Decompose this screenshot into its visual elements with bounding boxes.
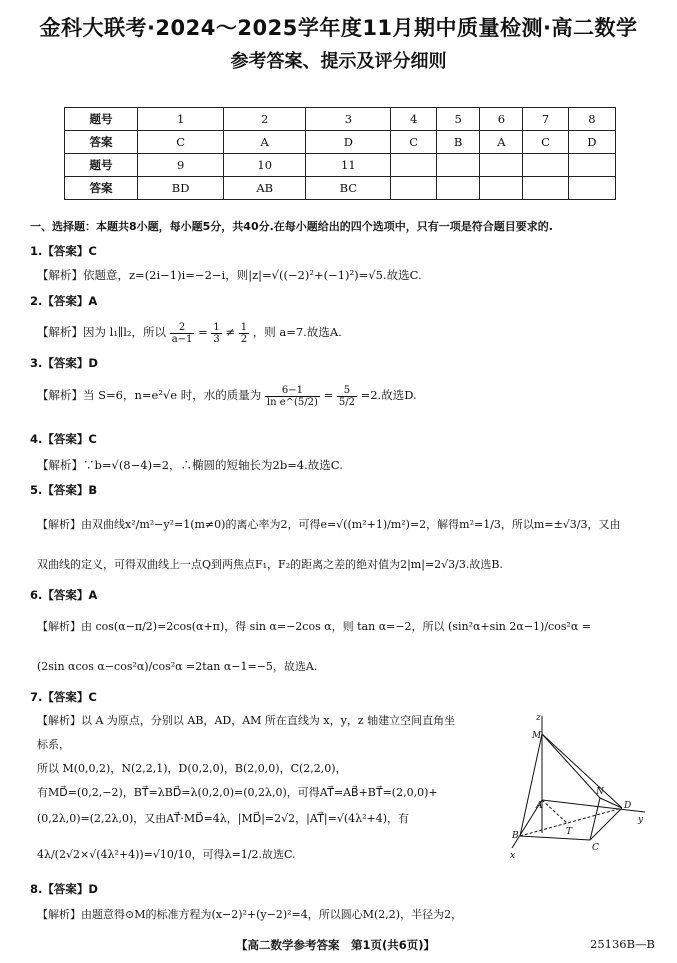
table-row [65, 108, 616, 131]
q3-explanation [37, 378, 417, 412]
q3-fraction-2: $\frac{5}{5/2}$ [338, 384, 355, 408]
coordinate-figure [500, 708, 650, 863]
edge-AT [542, 800, 568, 824]
table-cell [568, 154, 615, 177]
table-cell [523, 177, 568, 200]
table-cell: 2 [224, 108, 306, 131]
table-cell: D [306, 131, 391, 154]
q7-line-5: (0,2λ,0)=(2,2λ,0)，又由AT⃗·MD⃗=4λ，|MD⃗|=2√2，|AT⃗|=√(4λ²+4)，有 [37, 812, 410, 825]
table-cell [523, 154, 568, 177]
table-cell: C [138, 131, 224, 154]
table-cell [480, 177, 523, 200]
page-subtitle: 参考答案、提示及评分细则 [230, 51, 447, 72]
answer-table [64, 107, 616, 200]
page-title: 金科大联考·2024～2025学年度11月期中质量检测·高二数学 [39, 16, 638, 40]
table-cell: BD [138, 177, 224, 200]
q2-eq: = [198, 325, 208, 339]
table-cell: 4 [391, 108, 436, 131]
label-B: B [512, 831, 519, 841]
table-header-cell: 答案 [65, 131, 138, 154]
q2-text-a: 【解析】因为 l₁∥l₂，所以 [37, 325, 167, 339]
q7-line-4: 有MD⃗=(0,2,−2)，BT⃗=λBD⃗=λ(0,2,0)=(0,2λ,0)，可得AT⃗=AB⃗+BT⃗=(2,0,0)+ [37, 786, 438, 799]
table-row [65, 177, 616, 200]
q2-fraction-2: $\frac{1}{3}$ [213, 321, 220, 345]
q7-line-2: 标系， [37, 738, 70, 751]
q6-explanation-2: (2sin αcos α−cos²α)/cos²α =2tan α−1=−5，故选A. [37, 660, 318, 673]
table-cell: BC [306, 177, 391, 200]
table-header-cell: 答案 [65, 177, 138, 200]
q3-text-b: =2.故选D. [360, 388, 417, 402]
q3-answer: 3.【答案】D [30, 356, 98, 370]
q2-neq: ≠ [225, 325, 236, 339]
q2-fraction-3: $\frac{1}{2}$ [240, 321, 248, 345]
label-C: C [592, 843, 599, 853]
q3-eq: = [323, 388, 334, 402]
table-cell: 1 [138, 108, 224, 131]
table-cell [568, 177, 615, 200]
q7-answer: 7.【答案】C [30, 690, 97, 704]
label-N: N [596, 787, 604, 797]
label-T: T [566, 827, 573, 837]
edge-NC [590, 798, 600, 840]
q5-explanation-1: 【解析】由双曲线x²/m²−y²=1(m≠0)的离心率为2，可得e=√((m²+1)/m²)=2，解得m²=1/3，所以m=±√3/3，又由 [37, 518, 621, 531]
edge-MB [520, 734, 542, 836]
q2-fraction-1: $\frac{2}{a-1}$ [171, 321, 193, 345]
label-x: x [510, 851, 516, 861]
table-cell [436, 177, 480, 200]
table-cell: A [480, 131, 523, 154]
label-A: A [536, 801, 543, 811]
table-cell: 3 [306, 108, 391, 131]
edge-CD [590, 808, 622, 840]
q3-text-a: 【解析】当 S=6，n=e²√e 时，水的质量为 [37, 388, 262, 402]
label-y: y [638, 815, 644, 825]
q1-answer: 1.【答案】C [30, 244, 97, 258]
q8-answer: 8.【答案】D [30, 882, 98, 896]
edge-BC [520, 836, 590, 840]
edge-MN [542, 734, 600, 798]
q2-explanation [37, 318, 342, 346]
table-cell: 10 [224, 154, 306, 177]
table-cell [391, 154, 436, 177]
q6-explanation-1: 【解析】由 cos(α−π/2)=2cos(α+π)，得 sin α=−2cos α，则 tan α=−2，所以 (sin²α+sin 2α−1)/cos²α = [37, 620, 592, 633]
edge-MD [542, 734, 622, 808]
q5-explanation-2: 双曲线的定义，可得双曲线上一点Q到两焦点F₁，F₂的距离之差的绝对值为2|m|=2√3/3.故选B. [37, 558, 503, 571]
q4-explanation: 【解析】∵b=√(8−4)=2，∴椭圆的短轴长为2b=4.故选C. [37, 458, 343, 472]
table-cell: 8 [568, 108, 615, 131]
table-cell: C [391, 131, 436, 154]
section-heading: 一、选择题：本题共8小题，每小题5分，共40分.在每小题给出的四个选项中，只有一项是符合题目要求的. [30, 220, 553, 233]
q7-line-3: 所以 M(0,0,2)，N(2,2,1)，D(0,2,0)，B(2,0,0)，C(2,2,0)， [37, 762, 347, 775]
table-header-cell: 题号 [65, 154, 138, 177]
table-cell [480, 154, 523, 177]
table-cell: C [523, 131, 568, 154]
table-cell [436, 154, 480, 177]
table-header-cell: 题号 [65, 108, 138, 131]
table-cell: A [224, 131, 306, 154]
table-cell: AB [224, 177, 306, 200]
footer-page-info: 【高二数学参考答案 第1页(共6页)】 [236, 938, 436, 952]
table-row [65, 154, 616, 177]
q3-fraction-1: $\frac{6-1}{\text{ln e\textasciicircum{}(5/2)}}$ [266, 384, 318, 408]
table-cell: 6 [480, 108, 523, 131]
label-z: z [536, 713, 541, 723]
q7-line-1: 【解析】以 A 为原点，分别以 AB，AD，AM 所在直线为 x，y，z 轴建立空间直角坐 [37, 714, 456, 727]
q2-text-b: ，则 a=7.故选A. [252, 325, 342, 339]
q2-answer: 2.【答案】A [30, 294, 98, 308]
edge-ND [600, 798, 622, 808]
table-cell: 11 [306, 154, 391, 177]
table-cell: 9 [138, 154, 224, 177]
table-cell: D [568, 131, 615, 154]
table-row [65, 131, 616, 154]
table-cell: 5 [436, 108, 480, 131]
table-cell: 7 [523, 108, 568, 131]
footer-code: 25136B—B [590, 937, 655, 951]
q6-answer: 6.【答案】A [30, 588, 98, 602]
q8-explanation: 【解析】由题意得⊙M的标准方程为(x−2)²+(y−2)²=4，所以圆心M(2,2)，半径为2， [37, 908, 463, 921]
q4-answer: 4.【答案】C [30, 432, 97, 446]
q1-explanation: 【解析】依题意，z=(2i−1)i=−2−i，则|z|=√((−2)²+(−1)²)=√5.故选C. [37, 268, 422, 282]
q7-line-6: 4λ/(2√2×√(4λ²+4))=√10/10，可得λ=1/2.故选C. [37, 848, 296, 861]
q5-answer: 5.【答案】B [30, 483, 98, 497]
label-D: D [624, 801, 632, 811]
table-cell: B [436, 131, 480, 154]
label-M: M [532, 731, 542, 741]
table-cell [391, 177, 436, 200]
